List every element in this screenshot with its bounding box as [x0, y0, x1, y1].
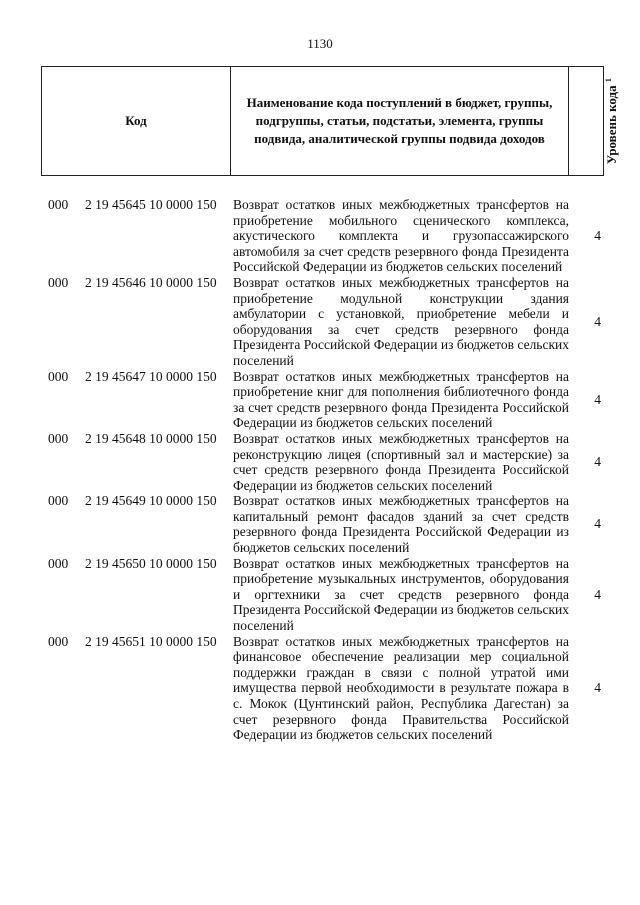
table-row [41, 275, 604, 369]
header-level-cell [569, 67, 620, 176]
level-label-text: Уровень кода [604, 85, 620, 165]
row-code: 2 19 45650 10 0000 150 [85, 555, 217, 571]
row-level: 4 [594, 680, 601, 696]
row-prefix: 000 [48, 368, 69, 384]
level-footnote: 1 [603, 77, 613, 82]
header-code-cell: Код [42, 67, 231, 176]
row-description: Возврат остатков иных межбюджетных трансфертов на приобретение мобильного сценического комплекса, акустического комплекта и грузопассажирского автомобиля за счет средств резервного фонда Президента Российской Федерации из бюджетов сельских поселений [233, 197, 569, 275]
row-code: 2 19 45649 10 0000 150 [85, 493, 217, 509]
header-level-label [604, 78, 620, 164]
row-level: 4 [594, 313, 601, 329]
table-header [41, 66, 620, 176]
row-level: 4 [594, 454, 601, 470]
row-code: 2 19 45646 10 0000 150 [85, 274, 217, 290]
row-code: 2 19 45648 10 0000 150 [85, 430, 217, 446]
row-level: 4 [594, 516, 601, 532]
table-row [41, 431, 604, 493]
table-row [41, 197, 604, 275]
row-prefix: 000 [48, 197, 69, 212]
page-number: 1130 [307, 36, 333, 51]
table-row [41, 493, 604, 555]
row-description: Возврат остатков иных межбюджетных трансфертов на финансовое обеспечение реализации мер социальной поддержки граждан в связи с полной утратой ими имущества первой необходимости в результате пожара в с. Мокок (Цунтинский район, Республика Дагестан) за счет резервного фонда Правительства Российской Федерации из бюджетов сельских поселений [233, 633, 569, 743]
row-prefix: 000 [48, 493, 69, 509]
row-code: 2 19 45647 10 0000 150 [85, 368, 217, 384]
row-description: Возврат остатков иных межбюджетных трансфертов на приобретение книг для пополнения библиотечного фонда за счет средств резервного фонда Президента Российской Федерации из бюджетов сельских поселений [233, 368, 569, 431]
row-description: Возврат остатков иных межбюджетных трансфертов на приобретение музыкальных инструментов, оборудования и оргтехники за счет средств резервного фонда Президента Российской Федерации из бюджетов сельских поселений [233, 555, 569, 634]
table-row [41, 634, 604, 743]
row-description: Возврат остатков иных межбюджетных трансфертов на капитальный ремонт фасадов зданий за счет средств резервного фонда Президента Российской Федерации из бюджетов сельских поселений [233, 493, 569, 556]
row-code: 2 19 45645 10 0000 150 [85, 197, 217, 212]
row-description: Возврат остатков иных межбюджетных трансфертов на реконструкцию лицея (спортивный зал и мастерские) за счет средств резервного фонда Президента Российской Федерации из бюджетов сельских поселений [233, 430, 569, 493]
row-code: 2 19 45651 10 0000 150 [85, 633, 217, 649]
row-prefix: 000 [48, 274, 69, 290]
row-description: Возврат остатков иных межбюджетных трансфертов на приобретение модульной конструкции здания амбулатории с установкой, приобретение мебели и оборудования за счет средств резервного фонда Президента Российской Федерации из бюджетов сельских поселений [233, 274, 569, 368]
row-level: 4 [594, 586, 601, 602]
table-row [41, 369, 604, 431]
table-row [41, 556, 604, 634]
row-prefix: 000 [48, 633, 69, 649]
header-name-cell: Наименование кода поступлений в бюджет, группы, подгруппы, статьи, подстатьи, элемента, группы подвида, аналитической группы подвида доходов [231, 67, 569, 176]
row-level: 4 [594, 227, 601, 243]
row-prefix: 000 [48, 555, 69, 571]
table-body [41, 197, 604, 743]
row-prefix: 000 [48, 430, 69, 446]
row-level: 4 [594, 391, 601, 407]
